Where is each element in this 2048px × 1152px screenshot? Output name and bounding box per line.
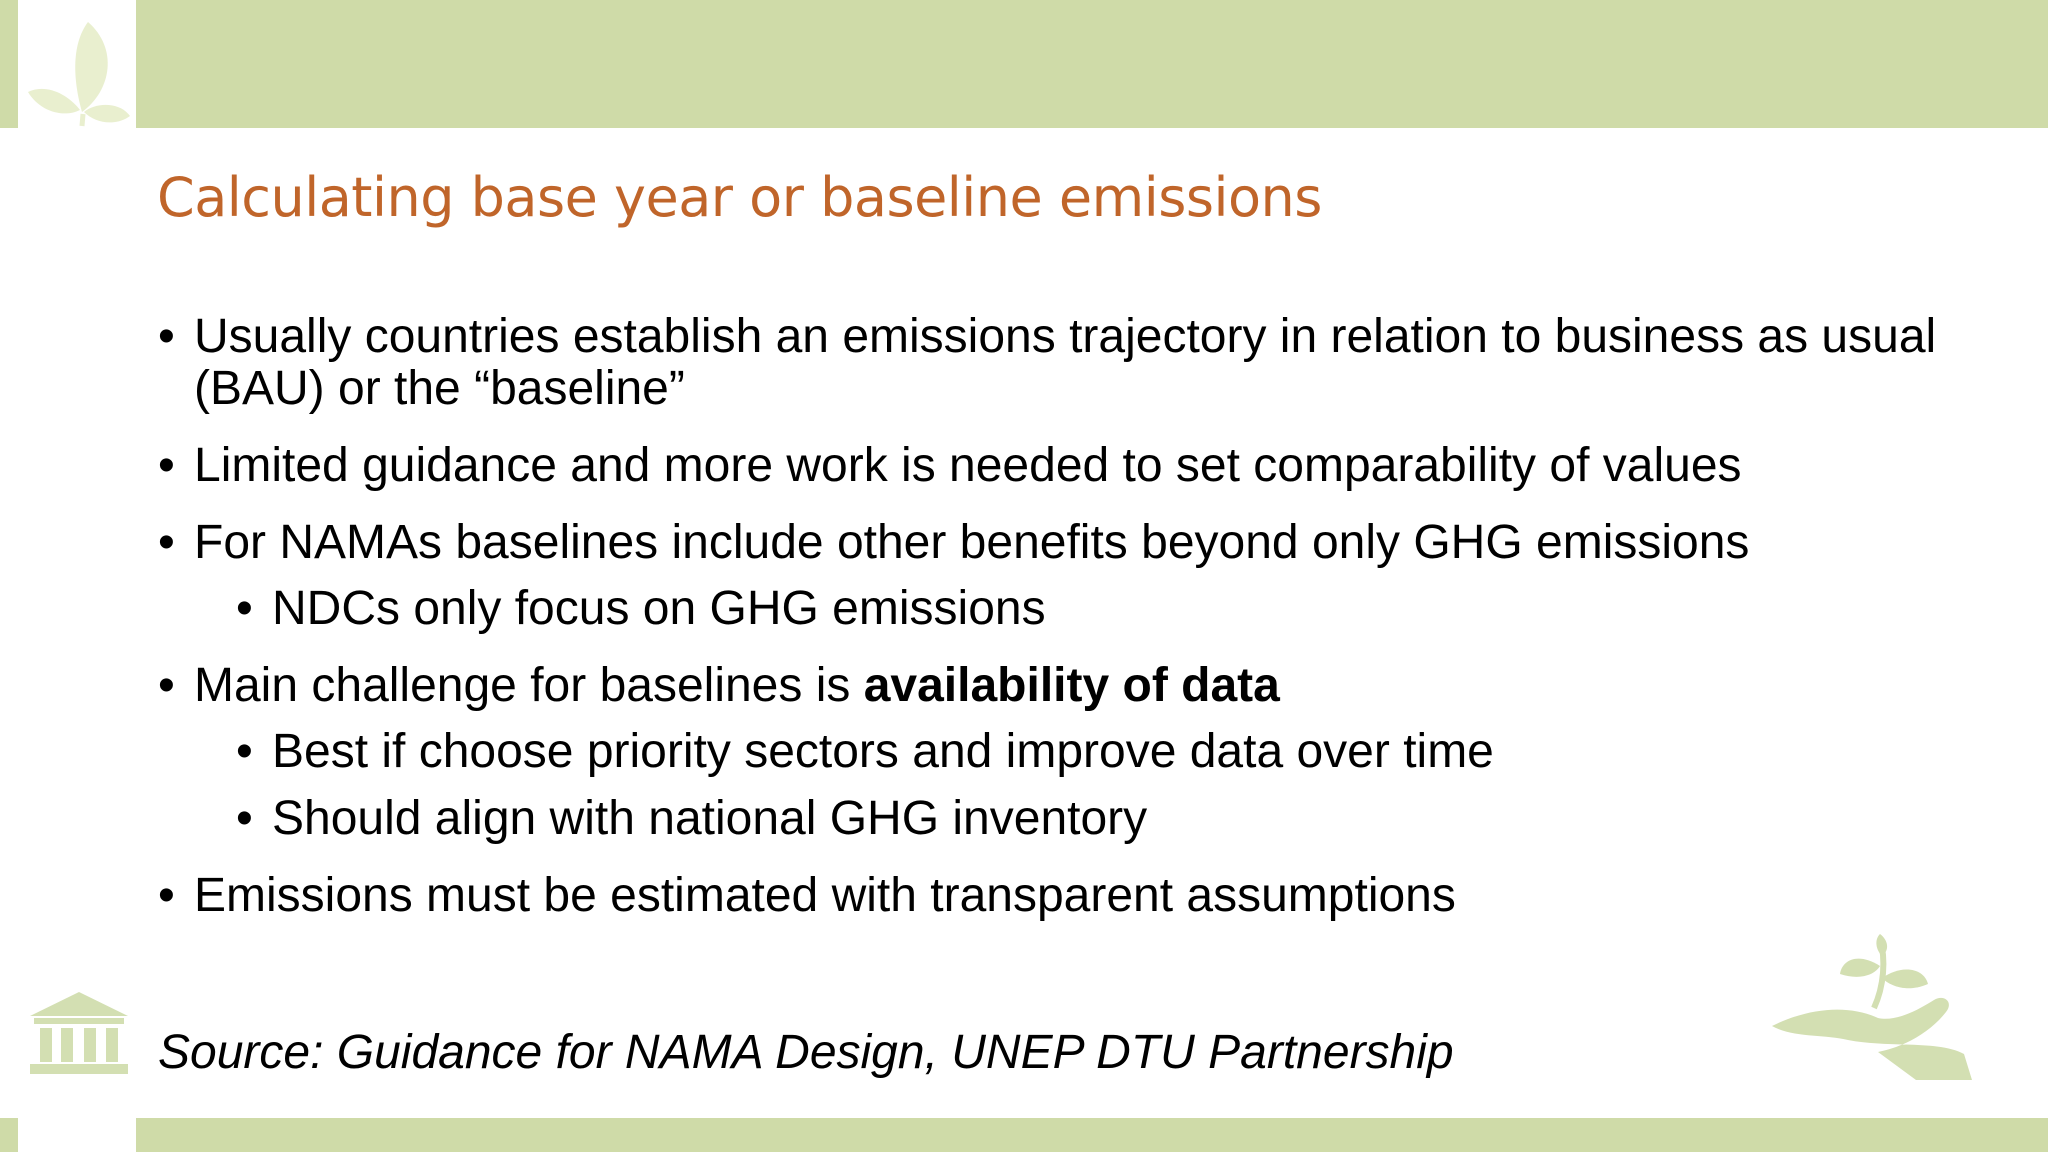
leaf-icon — [26, 18, 132, 128]
bullet-item — [158, 440, 1958, 492]
bullet-dot: • — [158, 310, 175, 363]
bullet-dot: • — [158, 516, 175, 569]
slide-title: Calculating base year or baseline emissions — [157, 166, 1322, 229]
header-left-stripe — [0, 0, 18, 128]
bullet-list — [158, 311, 1958, 922]
sub-bullet-text: Should align with national GHG inventory — [272, 792, 1148, 845]
bullet-item — [158, 517, 1958, 569]
bullet-dot: • — [236, 582, 253, 635]
bullet-dot: • — [158, 869, 175, 922]
bullet-text: For NAMAs baselines include other benefits beyond only GHG emissions — [194, 516, 1750, 569]
sub-bullet-text: Best if choose priority sectors and improve data over time — [272, 725, 1494, 778]
bullet-text: Emissions must be estimated with transparent assumptions — [194, 869, 1456, 922]
hand-holding-plant-icon — [1768, 930, 1972, 1080]
source-citation: Source: Guidance for NAMA Design, UNEP DTU Partnership — [158, 1026, 1454, 1079]
bullet-dot: • — [158, 659, 175, 712]
sub-bullet-item — [236, 726, 1958, 778]
bullet-text: Usually countries establish an emissions trajectory in relation to business as usual (BAU) or the “baseline” — [194, 310, 1937, 415]
bullet-dot: • — [236, 725, 253, 778]
bank-building-icon — [28, 990, 130, 1076]
bullet-item — [158, 660, 1958, 712]
sub-bullet-item — [236, 793, 1958, 845]
sub-bullet-text: NDCs only focus on GHG emissions — [272, 582, 1046, 635]
bullet-dot: • — [158, 439, 175, 492]
bullet-item — [158, 870, 1958, 922]
header-band — [136, 0, 2048, 128]
footer-left-stripe — [0, 1118, 18, 1152]
bullet-text-emphasis: availability of data — [863, 659, 1280, 712]
bullet-dot: • — [236, 792, 253, 845]
bullet-item — [158, 311, 1958, 415]
sub-bullet-item — [236, 583, 1958, 635]
footer-band — [136, 1118, 2048, 1152]
bullet-text: Limited guidance and more work is needed to set comparability of values — [194, 439, 1742, 492]
bullet-text: Main challenge for baselines is — [194, 659, 864, 712]
